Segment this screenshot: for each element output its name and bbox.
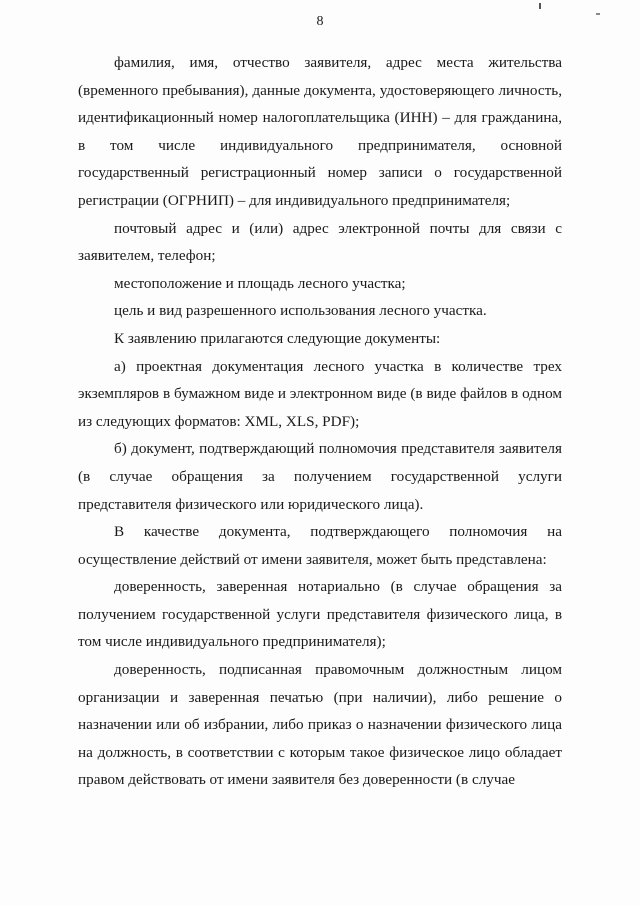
- page-number: 8: [316, 14, 324, 29]
- paragraph-purpose: цель и вид разрешенного использования лесного участка.: [114, 302, 487, 320]
- paragraph-item-a: а) проектная документация лесного участка в количестве трех экземпляров в бумажном виде и электронном виде (в виде файлов в одном из следующих форматов: XML, XLS, PDF);: [78, 357, 562, 430]
- document-body: [78, 49, 562, 794]
- paragraph-notarized-power-of-attorney: доверенность, заверенная нотариально (в случае обращения за получением государственной услуги представителя физического лица, в том числе индивидуального предпринимателя);: [78, 578, 562, 651]
- paragraph-item-b: б) документ, подтверждающий полномочия представителя заявителя (в случае обращения за получением государственной услуги представителя физического или юридического лица).: [78, 440, 562, 513]
- paragraph-attachments-intro: К заявлению прилагаются следующие документы:: [114, 329, 441, 347]
- paragraph-authority-document: В качестве документа, подтверждающего полномочия на осуществление действий от имени заявителя, может быть представлена:: [78, 523, 562, 568]
- paragraph-applicant-details: фамилия, имя, отчество заявителя, адрес места жительства (временного пребывания), данные документа, удостоверяющего личность, идентификационный номер налогоплательщика (ИНН) – для гражданина, в том числе индивидуального предпринимателя, основной государственный регистрационный номер записи о государственной регистрации (ОГРНИП) – для индивидуального предпринимателя;: [78, 54, 562, 209]
- paragraph-signed-power-of-attorney: доверенность, подписанная правомочным должностным лицом организации и заверенная печатью (при наличии), либо решение о назначении или об избрании, либо приказ о назначении физического лица на должность, в соответствии с которым такое физическое лицо обладает правом действовать от имени заявителя без доверенности (в случае: [78, 661, 562, 789]
- paragraph-location-area: местоположение и площадь лесного участка;: [114, 274, 406, 292]
- scan-mark: [539, 3, 541, 9]
- paragraph-contact-address: почтовый адрес и (или) адрес электронной почты для связи с заявителем, телефон;: [78, 219, 562, 265]
